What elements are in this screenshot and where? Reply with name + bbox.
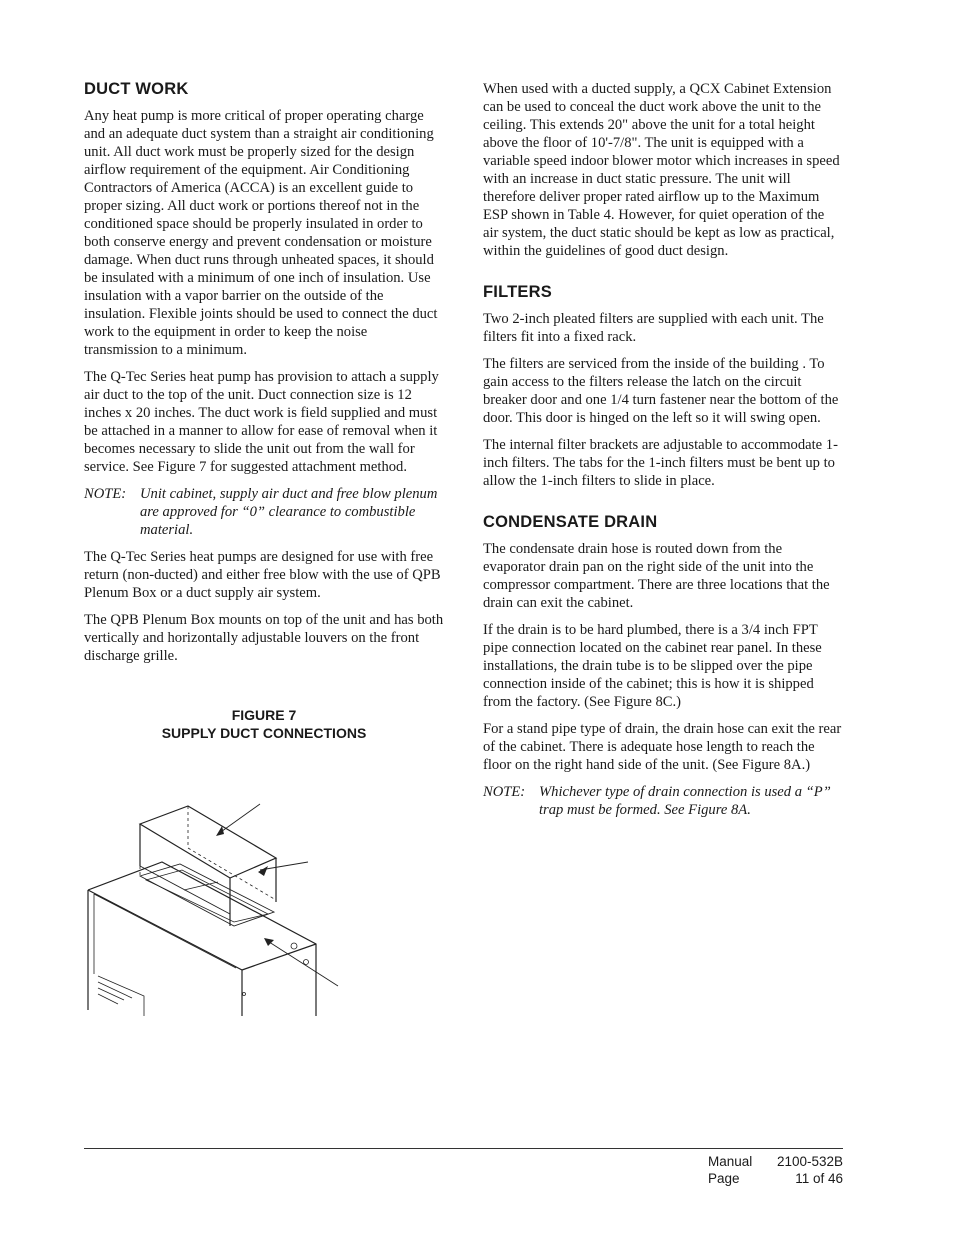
page-footer: [708, 1153, 843, 1187]
supply-duct-connection-illustration: [84, 790, 354, 1022]
figure-number: FIGURE 7: [231, 707, 297, 723]
manual-label: Manual: [708, 1154, 753, 1169]
note-text: Unit cabinet, supply air duct and free blow plenum are approved for “0” clearance to combustible material.: [140, 486, 438, 538]
filters-paragraph-2: The filters are serviced from the inside of the building . To gain access to the filters release the latch on the circuit breaker door and one 1/4 turn fastener near the bottom of the door. This door is hinged on the left so it will swing open.: [483, 356, 839, 426]
duct-work-paragraph-1: Any heat pump is more critical of proper operating charge and an adequate duct system than a straight air conditioning unit. All duct work must be properly sized for the design airflow requirement of the equipment. Air Conditioning Contractors of America (ACCA) is an excellent guide to proper sizing. All duct work or portions thereof not in the conditioned space should be properly insulated in order to both conserve energy and prevent condensation or moisture damage. When duct runs through unheated spaces, it should be insulated with a minimum of one inch of insulation. Use insulation with a vapor barrier on the outside of the insulation. Flexible joints should be used to connect the duct work to the equipment in order to keep the noise transmission to a minimum.: [84, 108, 438, 358]
filters-paragraph-3: The internal filter brackets are adjustable to accommodate 1-inch filters. The tabs for the 1-inch filters must be bent up to allow the 1-inch filters to slide in place.: [483, 437, 838, 489]
cabinet-extension-paragraph: When used with a ducted supply, a QCX Cabinet Extension can be used to conceal the duct work above the unit to the ceiling. This extends 20" above the unit for a total height above the floor of 10'-7/8". The unit is equipped with a variable speed indoor blower motor which increases in speed with an increase in duct static pressure. The unit will therefore deliver proper rated airflow up to the Maximum ESP shown in Table 4. However, for quiet operation of the air system, the duct static should be kept as low as practical, within the guidelines of good duct design.: [483, 81, 840, 259]
left-column: [84, 80, 444, 742]
clearance-note: [84, 485, 444, 539]
duct-work-heading: DUCT WORK: [84, 80, 189, 98]
footer-manual-row: [708, 1153, 843, 1170]
filters-paragraph-1: Two 2-inch pleated filters are supplied with each unit. The filters fit into a fixed rack.: [483, 311, 824, 345]
note-label: NOTE:: [84, 486, 127, 502]
filters-heading: FILTERS: [483, 283, 552, 301]
page-label: Page: [708, 1171, 740, 1186]
duct-work-paragraph-3: The Q-Tec Series heat pumps are designed for use with free return (non-ducted) and either free blow with the use of QPB Plenum Box or a duct supply air system.: [84, 549, 441, 601]
condensate-paragraph-1: The condensate drain hose is routed down from the evaporator drain pan on the right side of the unit into the compressor compartment. There are three locations that the drain can exit the cabinet.: [483, 541, 830, 611]
p-trap-note: [483, 783, 843, 819]
note-label: NOTE:: [483, 784, 526, 800]
footer-divider: [84, 1148, 843, 1149]
duct-work-paragraph-4: The QPB Plenum Box mounts on top of the unit and has both vertically and horizontally adjustable louvers on the front discharge grille.: [84, 612, 444, 664]
condensate-paragraph-3: For a stand pipe type of drain, the drain hose can exit the rear of the cabinet. There is adequate hose length to reach the floor on the right hand side of the unit. (See Figure 8A.): [483, 721, 842, 773]
footer-page-row: [708, 1170, 843, 1187]
condensate-paragraph-2: If the drain is to be hard plumbed, there is a 3/4 inch FPT pipe connection located on the cabinet rear panel. In these installations, the drain tube is to be slipped over the pipe connection inside of the cabinet; this is how it is shipped from the factory. (See Figure 8C.): [483, 622, 822, 710]
duct-work-paragraph-2: The Q-Tec Series heat pump has provision to attach a supply air duct to the top of the unit. Duct connection size is 12 inches x 20 inches. The duct work is field supplied and must be attached in a manner to allow for ease of removal when it becomes necessary to slide the unit out from the wall for service. See Figure 7 for suggested attachment method.: [84, 369, 439, 475]
condensate-drain-heading: CONDENSATE DRAIN: [483, 513, 658, 531]
figure-title: SUPPLY DUCT CONNECTIONS: [161, 725, 367, 741]
page-number: 11 of 46: [795, 1171, 843, 1186]
note-text: Whichever type of drain connection is used a “P” trap must be formed. See Figure 8A.: [539, 784, 831, 818]
right-column: [483, 80, 843, 828]
manual-number: 2100-532B: [776, 1154, 843, 1169]
